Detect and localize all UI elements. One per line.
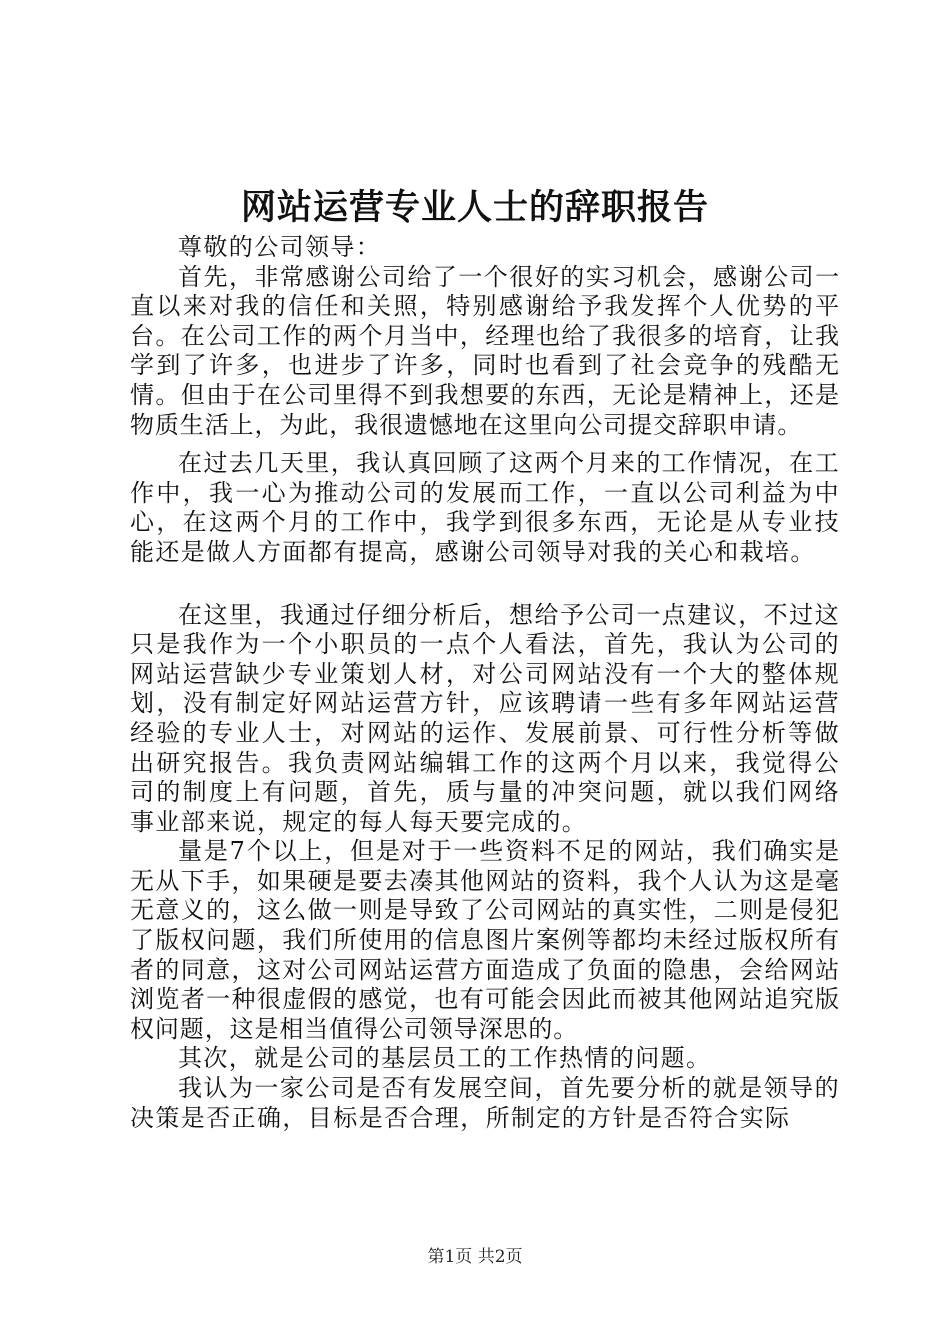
paragraph-6: 我认为一家公司是否有发展空间，首先要分析的就是领导的决策是否正确，目标是否合理，所制定的方针是否符合实际 — [130, 1074, 840, 1132]
paragraph-spacer — [130, 568, 840, 601]
document-body — [130, 233, 840, 1133]
salutation: 尊敬的公司领导： — [178, 233, 382, 261]
paragraph-4: 量是7个以上，但是对于一些资料不足的网站，我们确实是无从下手，如果硬是要去凑其他网站的资料，我个人认为这是毫无意义的，这么做一则是导致了公司网站的真实性，二则是侵犯了版权问题，我们所使用的信息图片案例等都均未经过版权所有者的同意，这对公司网站运营方面造成了负面的隐患，会给网站浏览者一种很虚假的感觉，也有可能会因此而被其他网站追究版权问题，这是相当值得公司领导深思的。 — [130, 837, 840, 1043]
paragraph-5: 其次，就是公司的基层员工的工作热情的问题。 — [178, 1044, 712, 1073]
paragraph-1: 首先，非常感谢公司给了一个很好的实习机会，感谢公司一直以来对我的信任和关照，特别感谢给予我发挥个人优势的平台。在公司工作的两个月当中，经理也给了我很多的培育，让我学到了许多，也进步了许多，同时也看到了社会竞争的残酷无情。但由于在公司里得不到我想要的东西，无论是精神上，还是物质生活上，为此，我很遗憾地在这里向公司提交辞职申请。 — [130, 262, 840, 439]
paragraph-2: 在过去几天里，我认真回顾了这两个月来的工作情况，在工作中，我一心为推动公司的发展而工作，一直以公司利益为中心，在这两个月的工作中，我学到很多东西，无论是从专业技能还是做人方面都有提高，感谢公司领导对我的关心和栽培。 — [130, 449, 840, 566]
paragraph-spacer — [130, 440, 840, 449]
page-indicator: 第1页 共2页 — [427, 1247, 523, 1267]
paragraph-3: 在这里，我通过仔细分析后，想给予公司一点建议，不过这只是我作为一个小职员的一点个人看法，首先，我认为公司的网站运营缺少专业策划人材，对公司网站没有一个大的整体规划，没有制定好网站运营方针，应该聘请一些有多年网站运营经验的专业人士，对网站的运作、发展前景、可行性分析等做出研究报告。我负责网站编辑工作的这两个月以来，我觉得公司的制度上有问题，首先，质与量的冲突问题，就以我们网络事业部来说，规定的每人每天要完成的。 — [130, 600, 840, 836]
document-title: 网站运营专业人士的辞职报告 — [240, 187, 709, 228]
